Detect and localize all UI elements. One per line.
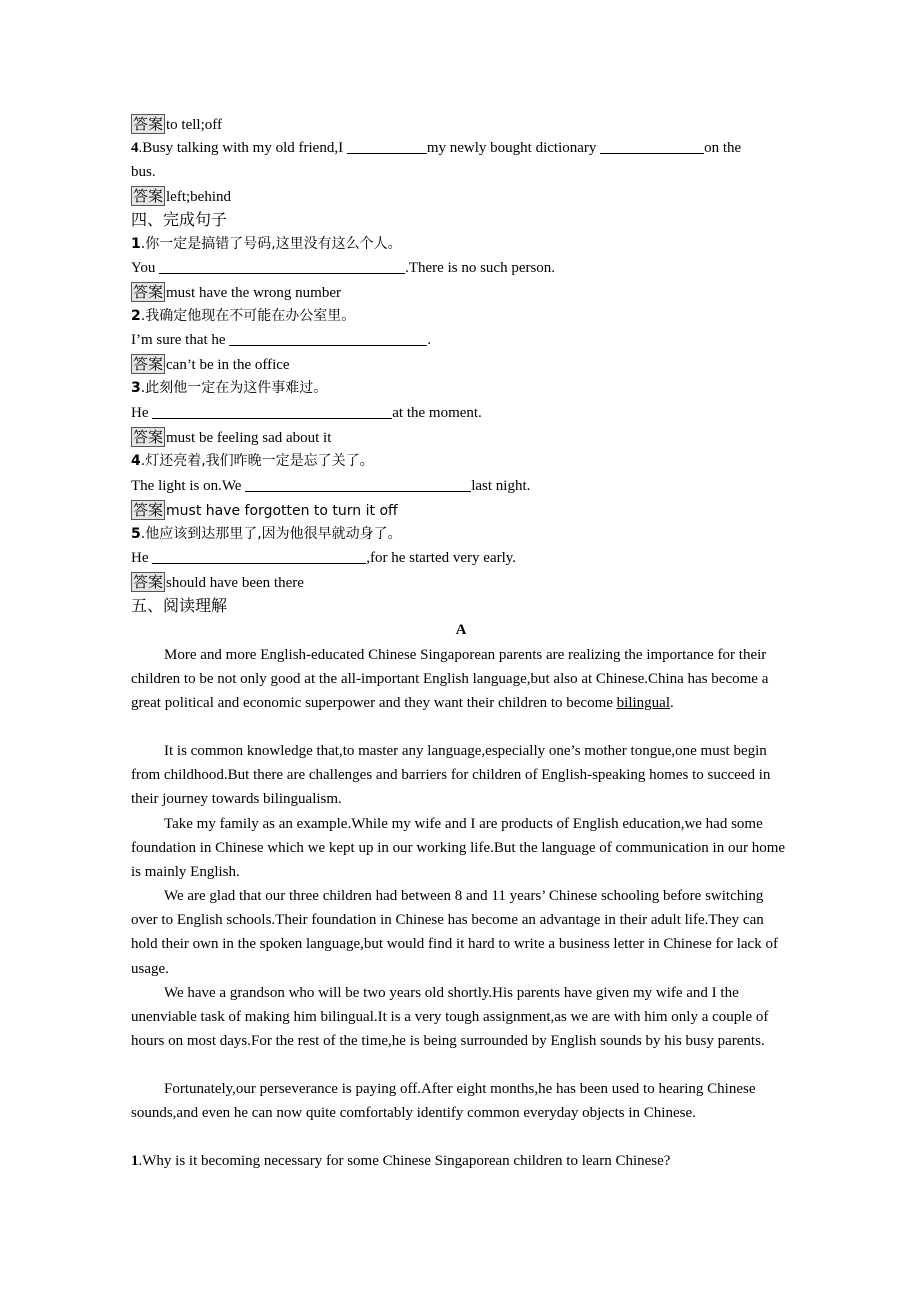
passage-paragraph-6: Fortunately,our perseverance is paying off.After eight months,he has been used to hearing Chinese sounds,and even he can now quite comfortably identify common everyday objects in Chinese. bbox=[131, 1081, 756, 1122]
sentence-text: last night. bbox=[471, 478, 531, 494]
answer-blank bbox=[229, 331, 427, 346]
answer-blank bbox=[159, 259, 405, 274]
question-4-line-2 bbox=[131, 162, 156, 182]
sentence-text: He bbox=[131, 405, 153, 421]
section-4-title: 四、完成句子 bbox=[131, 210, 228, 229]
question-number: 2 bbox=[131, 308, 141, 324]
answer-line-s4 bbox=[131, 500, 398, 521]
answer-blank bbox=[347, 139, 427, 154]
chinese-prompt: .他应该到达那里了,因为他很早就动身了。 bbox=[140, 526, 402, 542]
reading-question-1 bbox=[131, 1151, 670, 1171]
sentence-text: at the moment. bbox=[392, 405, 482, 421]
answer-line-s2 bbox=[131, 354, 290, 375]
answer-blank bbox=[152, 549, 366, 564]
sentence-text: You bbox=[131, 260, 160, 276]
passage-paragraph-3: Take my family as an example.While my wife and I are products of English education,we had some foundation in Chinese which we kept up in our working life.But the language of communication in our home is mainly English. bbox=[131, 816, 786, 881]
sentence-3-chinese bbox=[131, 378, 327, 398]
question-number: 3 bbox=[131, 380, 141, 396]
sentence-1-english bbox=[131, 258, 555, 278]
answer-badge[interactable]: 答案 bbox=[133, 428, 164, 446]
answer-text: must have forgotten to turn it off bbox=[166, 503, 398, 519]
passage-paragraph-1 bbox=[131, 643, 791, 716]
answer-text: must have the wrong number bbox=[166, 285, 341, 301]
answer-blank bbox=[152, 404, 392, 419]
paragraph-text: . bbox=[669, 695, 674, 712]
question-text: my newly bought dictionary bbox=[426, 140, 601, 156]
answer-line-2 bbox=[131, 186, 231, 207]
question-text: on the bbox=[704, 140, 742, 156]
sentence-text: .There is no such person. bbox=[405, 260, 556, 276]
answer-badge[interactable]: 答案 bbox=[133, 355, 164, 373]
answer-blank bbox=[600, 139, 704, 154]
question-number: 4 bbox=[131, 453, 141, 469]
question-4-line bbox=[131, 138, 741, 158]
answer-badge[interactable]: 答案 bbox=[133, 501, 164, 519]
question-number: 1 bbox=[131, 1153, 139, 1169]
question-number: 4 bbox=[131, 140, 139, 156]
sentence-text: The light is on.We bbox=[131, 478, 246, 494]
chinese-prompt: .灯还亮着,我们昨晚一定是忘了关了。 bbox=[140, 453, 374, 469]
sentence-4-chinese bbox=[131, 451, 374, 471]
question-text: .Busy talking with my old friend,I bbox=[138, 140, 347, 156]
passage-paragraph-2: It is common knowledge that,to master any language,especially one’s mother tongue,one must begin from childhood.But there are challenges and barriers for children of English-speaking homes to succeed in their journey towards bilingualism. bbox=[131, 743, 771, 808]
question-text: .Why is it becoming necessary for some Chinese Singaporean children to learn Chinese? bbox=[138, 1153, 671, 1169]
answer-text: must be feeling sad about it bbox=[166, 430, 332, 446]
answer-line-1 bbox=[131, 114, 222, 135]
sentence-text: . bbox=[427, 332, 432, 348]
sentence-5-chinese bbox=[131, 524, 402, 544]
passage-label: A bbox=[455, 622, 467, 638]
sentence-4-english bbox=[131, 476, 530, 496]
answer-line-s1 bbox=[131, 282, 341, 303]
chinese-prompt: .此刻他一定在为这件事难过。 bbox=[140, 380, 328, 396]
sentence-2-english bbox=[131, 330, 431, 350]
answer-line-s3 bbox=[131, 427, 331, 448]
paragraph-text: More and more English-educated Chinese Singaporean parents are realizing the importance for their children to be not only good at the all-important English language,but also at Chinese.China has become a great political and economic superpower and they want their children to become bbox=[131, 647, 769, 712]
answer-badge[interactable]: 答案 bbox=[133, 187, 164, 205]
answer-badge[interactable]: 答案 bbox=[133, 283, 164, 301]
answer-blank bbox=[245, 477, 471, 492]
question-number: 1 bbox=[131, 236, 141, 252]
sentence-1-chinese bbox=[131, 234, 402, 254]
question-text: bus. bbox=[131, 164, 156, 180]
underlined-word: bilingual bbox=[616, 695, 670, 712]
passage-paragraph-5: We have a grandson who will be two years old shortly.His parents have given my wife and I the unenviable task of making him bilingual.It is a very tough assignment,as we are with him only a couple of hours on most days.For the rest of the time,he is being surrounded by English sounds by his busy parents. bbox=[131, 985, 769, 1050]
answer-badge[interactable]: 答案 bbox=[133, 573, 164, 591]
answer-badge[interactable]: 答案 bbox=[133, 115, 164, 133]
sentence-2-chinese bbox=[131, 306, 355, 326]
answer-text: to tell;off bbox=[166, 117, 222, 133]
answer-line-s5 bbox=[131, 572, 304, 593]
passage-paragraph-4: We are glad that our three children had between 8 and 11 years’ Chinese schooling before switching over to English schools.Their foundation in Chinese has become an advantage in their adult life.They can hold their own in the spoken language,but would find it hard to write a business letter in Chinese for lack of usage. bbox=[131, 888, 778, 977]
sentence-5-english bbox=[131, 548, 516, 568]
answer-text: can’t be in the office bbox=[166, 357, 290, 373]
sentence-3-english bbox=[131, 403, 482, 423]
chinese-prompt: .你一定是搞错了号码,这里没有这么个人。 bbox=[140, 236, 402, 252]
chinese-prompt: .我确定他现在不可能在办公室里。 bbox=[140, 308, 356, 324]
question-number: 5 bbox=[131, 526, 141, 542]
sentence-text: ,for he started very early. bbox=[366, 550, 517, 566]
section-5-title: 五、阅读理解 bbox=[131, 596, 228, 615]
answer-text: should have been there bbox=[166, 575, 304, 591]
answer-text: left;behind bbox=[166, 189, 231, 205]
sentence-text: I’m sure that he bbox=[131, 332, 230, 348]
sentence-text: He bbox=[131, 550, 153, 566]
